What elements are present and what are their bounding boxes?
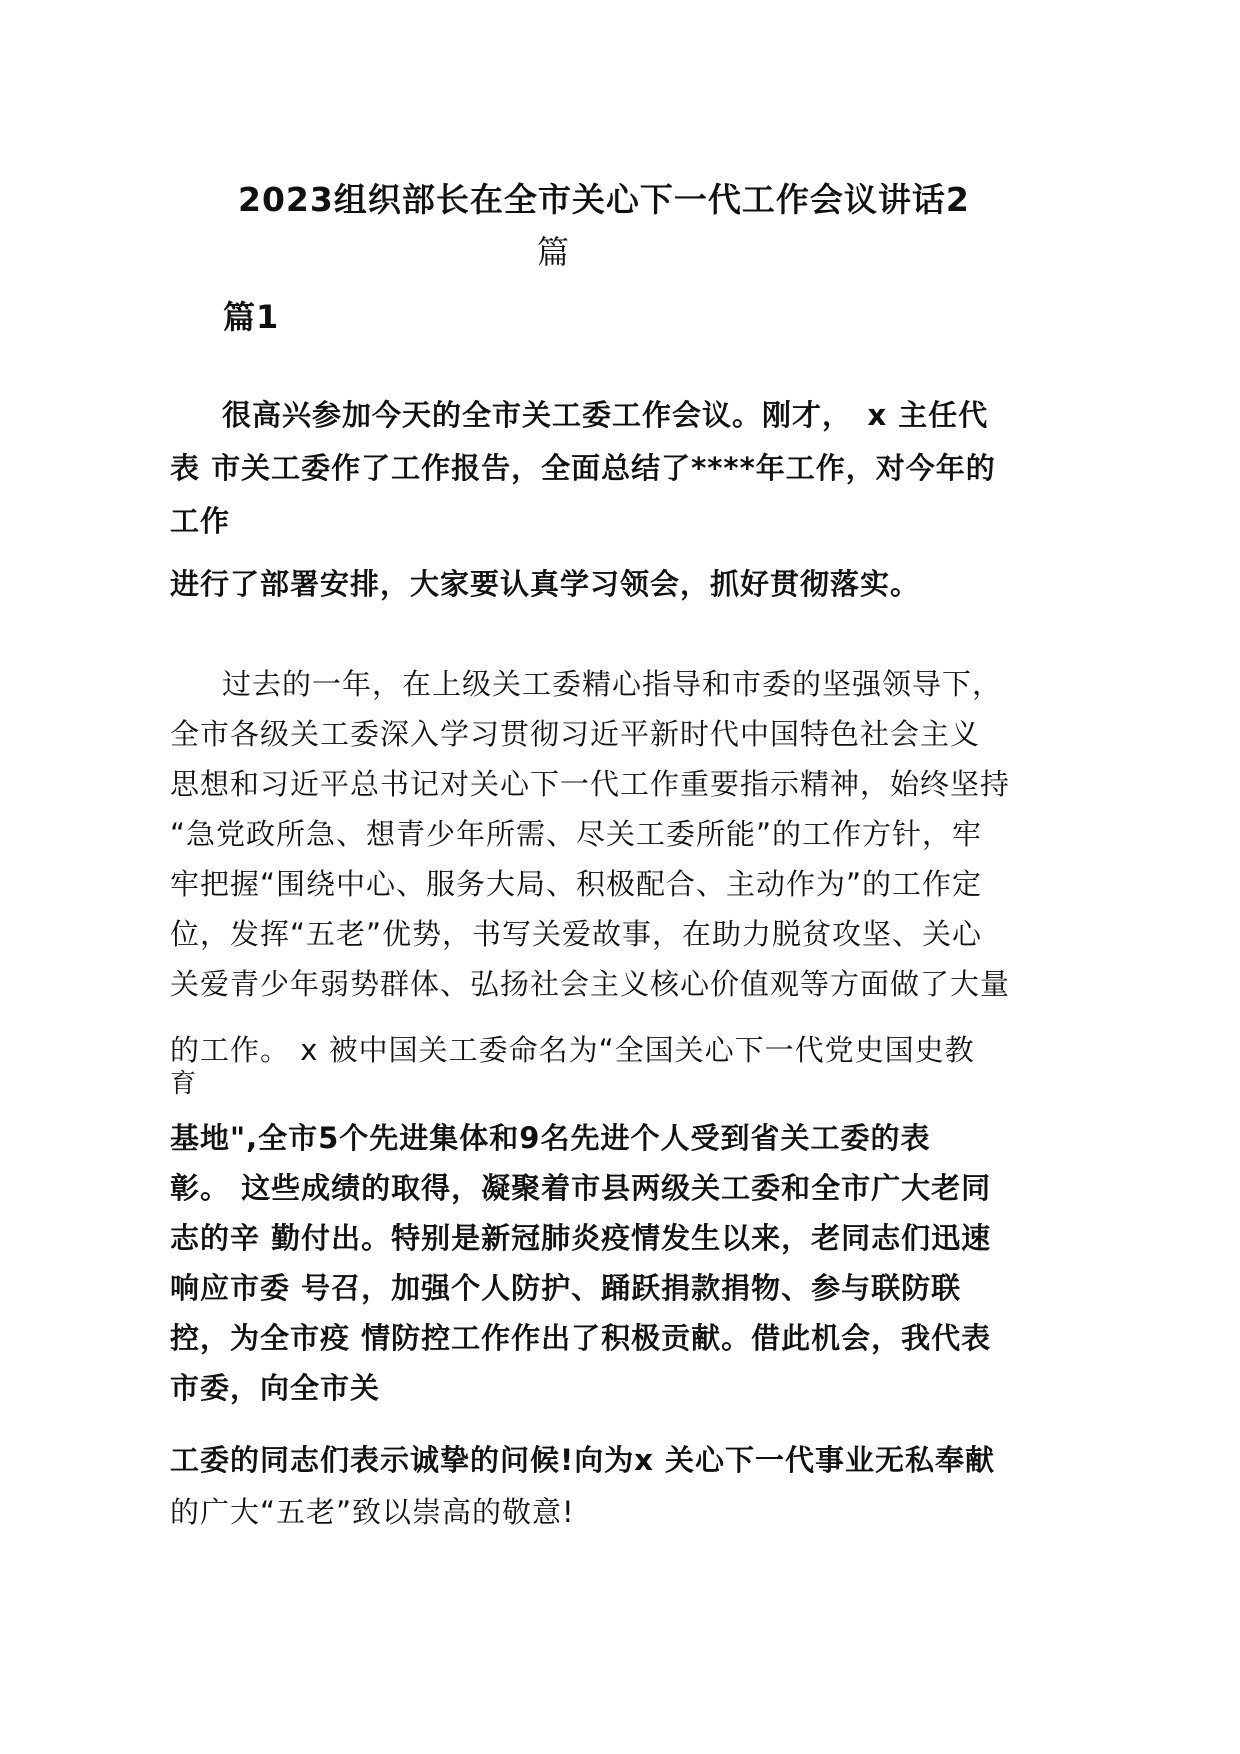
paragraph-3-line-3: 志的辛 勤付出。特别是新冠肺炎疫情发生以来，老同志们迅速 xyxy=(170,1221,992,1255)
paragraph-1-line-3: 工作 xyxy=(170,504,231,538)
paragraph-2-line-2: 全市各级关工委深入学习贯彻习近平新时代中国特色社会主义 xyxy=(170,717,981,751)
document-title-line-1: 2023组织部长在全市关心下一代工作会议讲话2 xyxy=(238,180,970,219)
paragraph-4-line-2: 的广大“五老”致以崇高的敬意! xyxy=(170,1495,575,1529)
paragraph-1-line-2: 表 市关工委作了工作报告，全面总结了****年工作，对今年的 xyxy=(170,451,996,485)
document-title-line-2: 篇 xyxy=(537,233,571,271)
paragraph-4-line-1: 工委的同志们表示诚挚的问候!向为x 关心下一代事业无私奉献 xyxy=(170,1443,996,1477)
section-heading: 篇1 xyxy=(223,298,280,336)
paragraph-2-line-3: 思想和习近平总书记对关心下一代工作重要指示精神，始终坚持 xyxy=(170,767,1011,801)
paragraph-2-line-1: 过去的一年，在上级关工委精心指导和市委的坚强领导下， xyxy=(222,667,1003,701)
paragraph-3-line-4: 响应市委 号召，加强个人防护、踊跃捐款捐物、参与联防联 xyxy=(170,1271,962,1305)
paragraph-3-line-6: 市委，向全市关 xyxy=(170,1371,381,1405)
paragraph-2-line-4: “急党政所急、想青少年所需、尽关工委所能”的工作方针，牢 xyxy=(170,817,983,851)
paragraph-2-line-5: 牢把握“围绕中心、服务大局、积极配合、主动作为”的工作定 xyxy=(170,867,983,901)
paragraph-3-line-1: 基地",全市5个先进集体和9名先进个人受到省关工委的表 xyxy=(170,1121,931,1155)
paragraph-2-line-6: 位，发挥“五老”优势，书写关爱故事，在助力脱贫攻坚、关心 xyxy=(170,917,983,951)
paragraph-1-line-4: 进行了部署安排，大家要认真学习领会，抓好贯彻落实。 xyxy=(170,567,921,601)
paragraph-2-line-7: 关爱青少年弱势群体、弘扬社会主义核心价值观等方面做了大量 xyxy=(170,967,1011,1001)
paragraph-3-line-5: 控，为全市疫 情防控工作作出了积极贡献。借此机会，我代表 xyxy=(170,1321,992,1355)
paragraph-2-line-9: 育 xyxy=(170,1069,198,1099)
paragraph-1-line-1: 很高兴参加今天的全市关工委工作会议。刚才， x 主任代 xyxy=(222,398,989,432)
paragraph-3-line-2: 彰。 这些成绩的取得，凝聚着市县两级关工委和全市广大老同 xyxy=(170,1171,992,1205)
paragraph-2-line-8: 的工作。 x 被中国关工委命名为“全国关心下一代党史国史教 xyxy=(170,1033,975,1067)
